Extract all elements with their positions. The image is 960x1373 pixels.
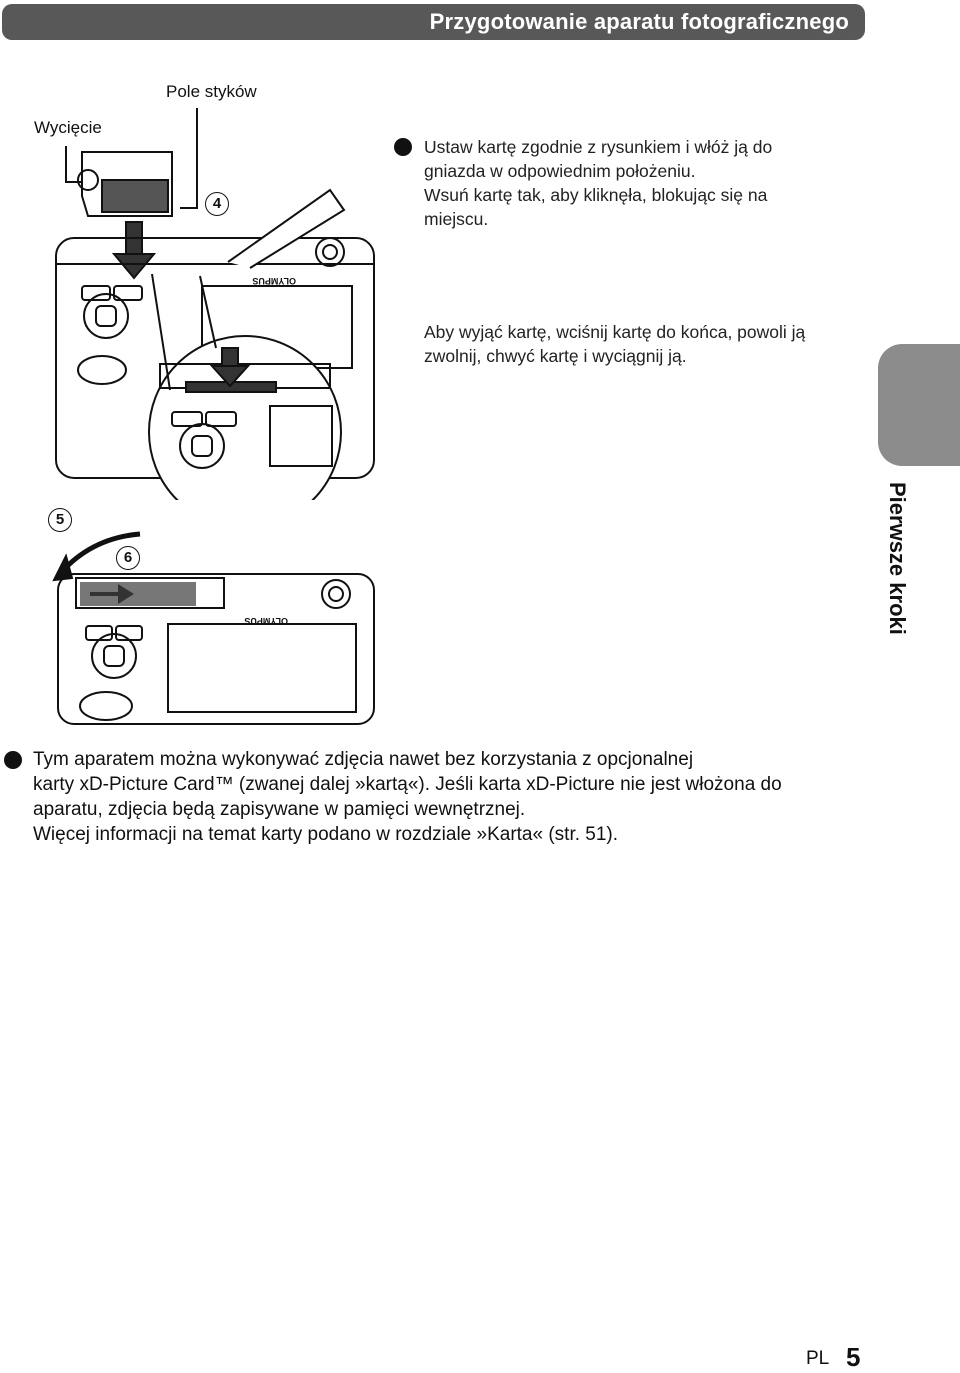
lid-closing-illustration: [50, 520, 380, 730]
side-tab-label-text: Pierwsze kroki: [885, 482, 910, 635]
brand-mark-bottom: OLYMPUS: [244, 616, 288, 626]
label-contact-area: Pole styków: [166, 82, 257, 101]
side-tab-marker: [878, 344, 960, 466]
note-line: Więcej informacji na temat karty podano w rozdziale »Karta« (str. 51).: [33, 824, 619, 845]
note-paragraph: [33, 747, 863, 847]
note-line: Tym aparatem można wykonywać zdjęcia nawet bez korzystania z opcjonalnej: [33, 749, 694, 770]
section-title: Przygotowanie aparatu fotograficznego: [429, 9, 849, 34]
remove-line: zwolnij, chwyć kartę i wyciągnij ją.: [424, 346, 687, 366]
brand-mark-top: OLYMPUS: [252, 276, 296, 286]
section-header-bar: [2, 4, 865, 40]
footer-page-number: 5: [846, 1342, 861, 1372]
step-4-badge: 4: [205, 192, 229, 216]
insert-line: miejscu.: [424, 209, 489, 229]
note-line: karty xD-Picture Card™ (zwanej dalej »kartą«). Jeśli karta xD-Picture nie jest włożona do: [33, 774, 782, 795]
card-insertion-illustration: [40, 100, 390, 500]
remove-instructions: [424, 320, 864, 368]
step-5-badge: 5: [48, 508, 72, 532]
step-6-badge: 6: [116, 546, 140, 570]
label-notch: Wycięcie: [34, 118, 102, 137]
footer-language: PL: [806, 1348, 830, 1369]
insert-line: gniazda w odpowiednim położeniu.: [424, 161, 696, 181]
insert-line: Wsuń kartę tak, aby kliknęła, blokując się na: [424, 185, 768, 205]
remove-line: Aby wyjąć kartę, wciśnij kartę do końca, powoli ją: [424, 322, 806, 342]
bullet-note: [4, 751, 22, 769]
note-line: aparatu, zdjęcia będą zapisywane w pamięci wewnętrznej.: [33, 799, 526, 820]
insert-instructions: [424, 135, 864, 231]
bullet-insert: [394, 138, 412, 156]
insert-line: Ustaw kartę zgodnie z rysunkiem i włóż ją do: [424, 137, 773, 157]
side-tab-label: [880, 482, 910, 662]
